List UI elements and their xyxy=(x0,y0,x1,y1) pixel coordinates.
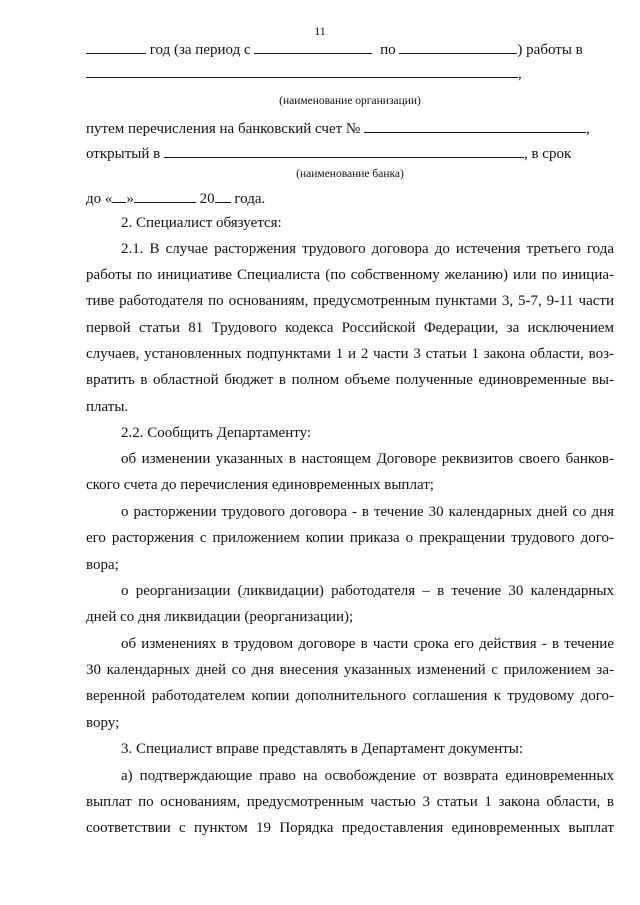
paragraph-line: первой статьи 81 Трудового кодекса Российской Федерации, за исключением xyxy=(86,320,614,336)
deadline-line xyxy=(86,187,614,207)
year-blank xyxy=(86,38,146,54)
day-blank xyxy=(112,187,126,203)
organization-blank xyxy=(86,62,518,78)
paragraph-line: об изменениях в трудовом договоре в части срока его действия - в течение xyxy=(121,636,614,652)
deadline-year: 20 xyxy=(199,191,215,207)
paragraph-line: вора; xyxy=(86,557,119,573)
paragraph-line: выплат по основаниям, предусмотренным частью 3 статьи 1 закона области, в xyxy=(86,794,614,810)
bank-account-line: путем перечисления на банковский счет № , xyxy=(86,117,614,137)
paragraph-line: веренной работодателем копии дополнительного соглашения к трудовому дого- xyxy=(86,688,614,704)
paragraph-line: 2.1. В случае расторжения трудового договора до истечения третьего года xyxy=(121,241,614,257)
year-end-blank xyxy=(215,187,231,203)
period-end-blank xyxy=(399,38,517,54)
period-start-blank xyxy=(254,38,372,54)
section-2-2-heading: 2.2. Сообщить Департаменту: xyxy=(121,425,312,441)
paragraph-line: 30 календарных дней со дня внесения указанных изменений с приложением за- xyxy=(86,662,614,678)
works-at-text: ) работы в xyxy=(517,42,583,58)
paragraph-line: его расторжения с приложением копии приказа о прекращении трудового дого- xyxy=(86,530,614,546)
paragraph-line: дней со дня ликвидации (реорганизации); xyxy=(86,609,354,625)
month-blank xyxy=(134,187,196,203)
paragraph-line: соответствии с пунктом 19 Порядка предоставления единовременных выплат xyxy=(86,820,614,836)
paragraph-line: работы по инициативе Специалиста (по собственному желанию) или по инициа- xyxy=(86,267,614,283)
deadline-mid: » xyxy=(126,191,134,207)
paragraph-line: вору; xyxy=(86,715,120,731)
paragraph-line: о расторжении трудового договора - в течение 30 календарных дней со дня xyxy=(121,504,614,520)
transfer-text: путем перечисления на банковский счет № xyxy=(86,121,361,137)
term-text: , в срок xyxy=(523,146,572,162)
paragraph-line: вратить в областной бюджет в полном объеме полученные единовременные вы- xyxy=(86,372,614,388)
paragraph-line: платы. xyxy=(86,399,129,415)
paragraph-line: об изменении указанных в настоящем Договоре реквизитов своего банков- xyxy=(121,451,614,467)
year-text: год (за период с xyxy=(149,42,251,58)
paragraph-line: случаев, установленных подпунктами 1 и 2 части 3 статьи 1 закона области, воз- xyxy=(86,346,614,362)
account-number-blank xyxy=(364,117,586,133)
paragraph-line: тиве работодателя по основаниям, предусмотренным пунктами 3, 5-7, 9-11 части xyxy=(86,293,614,309)
section-2-heading: 2. Специалист обязуется: xyxy=(121,215,282,231)
deadline-suffix: года. xyxy=(234,191,266,207)
deadline-prefix: до « xyxy=(86,191,113,207)
to-word: по xyxy=(380,42,396,58)
bank-opened-line xyxy=(86,142,614,162)
bank-caption: (наименование банка) xyxy=(296,168,404,180)
section-3-heading: 3. Специалист вправе представлять в Департамент документы: xyxy=(121,741,524,757)
period-line xyxy=(86,38,614,58)
paragraph-line: ского счета до перечисления единовременных выплат; xyxy=(86,477,434,493)
bank-name-blank xyxy=(164,142,524,158)
paragraph-line: а) подтверждающие право на освобождение от возврата единовременных xyxy=(121,768,614,784)
organization-line: , xyxy=(86,62,614,82)
paragraph-line: о реорганизации (ликвидации) работодателя – в течение 30 календарных xyxy=(121,583,614,599)
opened-in-text: открытый в xyxy=(86,146,161,162)
organization-caption: (наименование организации) xyxy=(279,95,421,107)
page-number: 11 xyxy=(314,24,326,38)
